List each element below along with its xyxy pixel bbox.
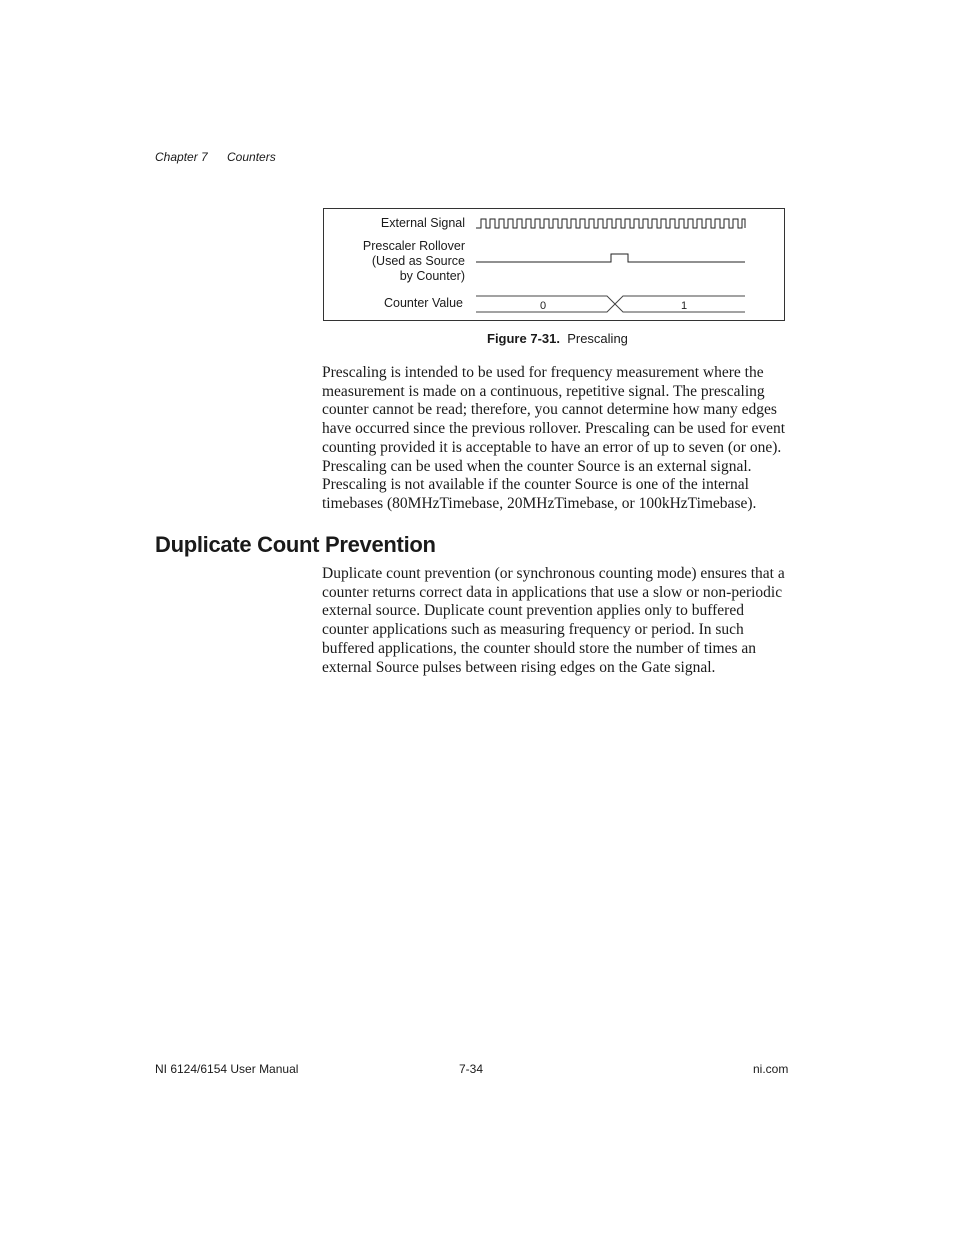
counter-value-0: 0 bbox=[539, 300, 547, 312]
external-signal-waveform bbox=[476, 219, 745, 228]
prescaler-rollover-line1: Prescaler Rollover bbox=[362, 239, 465, 253]
timing-waveforms bbox=[324, 209, 786, 322]
prescaler-rollover-line2: (Used as Source bbox=[371, 254, 465, 268]
section-heading: Duplicate Count Prevention bbox=[155, 532, 436, 557]
prescaling-timing-diagram bbox=[323, 208, 785, 321]
footer-manual-title: NI 6124/6154 User Manual bbox=[155, 1062, 299, 1076]
figure-title: Prescaling bbox=[567, 331, 628, 346]
counter-value-label: Counter Value bbox=[384, 296, 463, 310]
duplicate-count-paragraph: Duplicate count prevention (or synchronous counting mode) ensures that a counter returns correct data in applications that use a slow or non-periodic external source. Duplicate count prevention applies only to buffered counter applications such as measuring frequency or period. In such buffered applications, the counter should store the number of times an external Source pulses between rising edges on the Gate signal. bbox=[322, 565, 785, 676]
chapter-label: Chapter 7 bbox=[155, 150, 208, 164]
footer-page-number: 7-34 bbox=[459, 1062, 484, 1076]
counter-value-1: 1 bbox=[680, 300, 688, 312]
counter-value-bottom-line bbox=[476, 304, 745, 312]
figure-number: Figure 7-31. bbox=[487, 331, 560, 346]
figure-caption bbox=[487, 331, 628, 346]
prescaler-rollover-line3: by Counter) bbox=[399, 269, 465, 283]
prescaling-paragraph: Prescaling is intended to be used for frequency measurement where the measurement is made on a continuous, repetitive signal. The prescaling counter cannot be read; therefore, you cannot determine how many edges have occurred since the previous rollover. Prescaling can be used for event counting provided it is acceptable to have an error of up to seven (or one). Prescaling can be used when the counter Source is an external signal. Prescaling is not available if the counter Source is one of the internal timebases (80MHzTimebase, 20MHzTimebase, or 100kHzTimebase). bbox=[322, 364, 786, 512]
prescaler-rollover-waveform bbox=[476, 254, 745, 262]
footer-website: ni.com bbox=[753, 1062, 789, 1076]
running-header bbox=[155, 150, 276, 164]
counter-value-top-line bbox=[476, 296, 745, 304]
section-label: Counters bbox=[227, 150, 276, 164]
external-signal-label: External Signal bbox=[380, 216, 465, 230]
